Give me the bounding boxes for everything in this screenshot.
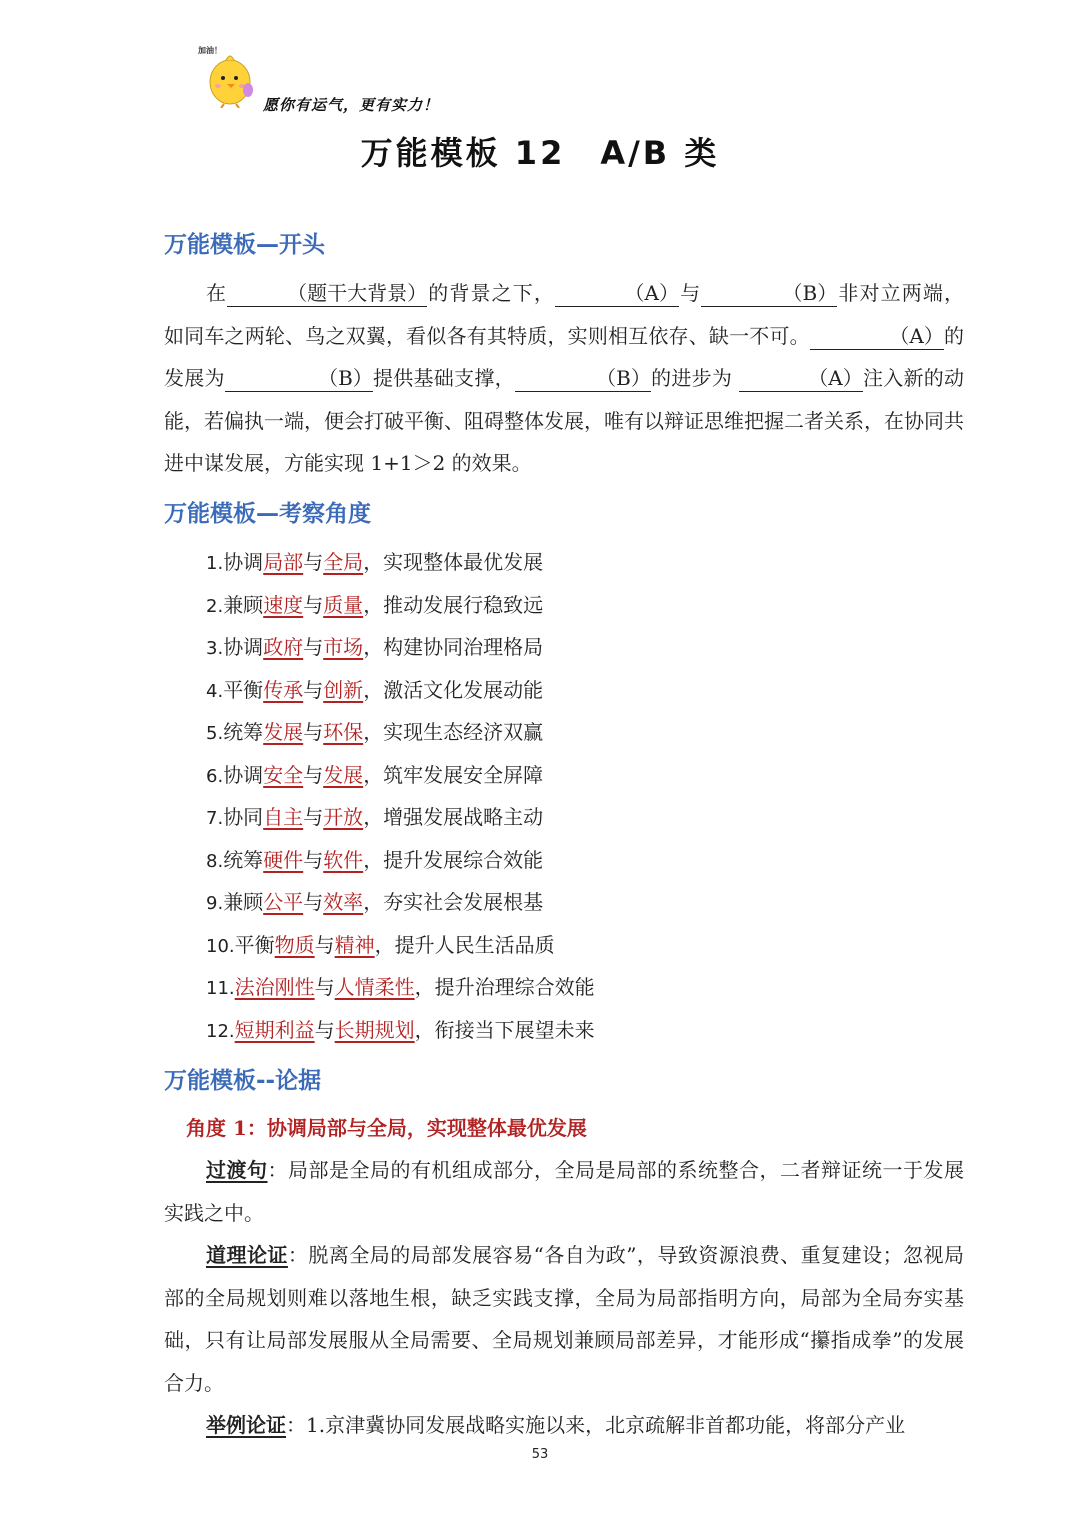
angle-number: 7. xyxy=(206,808,224,829)
angle-verb: 平衡 xyxy=(234,932,275,957)
blank-a: （A） xyxy=(739,365,863,392)
angle-term-b: 长期规划 xyxy=(334,1017,415,1042)
angle-item xyxy=(206,881,595,924)
mascot-label: 加油！ xyxy=(198,46,222,55)
angle-term-a: 法治刚性 xyxy=(234,975,315,999)
angle-goal: ，筑牢发展安全屏障 xyxy=(363,762,544,787)
section-heading-opening: 万能模板—开头 xyxy=(164,232,325,258)
angle-term-a: 短期利益 xyxy=(234,1017,315,1042)
angle-number: 2. xyxy=(206,595,224,617)
angle-connector: 与 xyxy=(303,635,324,659)
angle-list xyxy=(206,541,595,1051)
angle-connector: 与 xyxy=(303,890,324,914)
angle-verb: 统筹 xyxy=(223,847,264,872)
angle-term-b: 开放 xyxy=(323,805,364,829)
angle-connector: 与 xyxy=(303,762,324,787)
angle-goal: ，提升发展综合效能 xyxy=(363,847,544,872)
motto: 愿你有运气，更有实力！ xyxy=(263,96,440,114)
angle-number: 5. xyxy=(206,723,224,744)
transition-label: 过渡句 xyxy=(206,1158,268,1182)
angle-goal: ，提升治理综合效能 xyxy=(414,975,595,999)
angle-connector: 与 xyxy=(314,975,335,999)
angle-term-a: 速度 xyxy=(263,592,304,617)
blank-b: （B） xyxy=(225,365,373,392)
opening-paragraph: 在 （题干大背景）的背景之下， （A）与 （B）非对立两端，如同车之两轮、鸟之双翼，看似各有其特质，实则相互依存、缺一不可。 （A）的发展为 （B）提供基础支撑， （B）的进步为 （A）注入新的动能，若偏执一端，便会打破平衡、阻碍整体发展，唯有以辩证思维把握二者关系，在协同共进中谋发展，方能实现 1+1＞2 的效果。 xyxy=(164,281,965,475)
angle-term-a: 自主 xyxy=(263,805,304,829)
angle-verb: 协调 xyxy=(223,762,264,787)
angle-number: 12. xyxy=(206,1020,235,1042)
angle-verb: 协调 xyxy=(223,635,264,659)
angle-item xyxy=(206,924,595,967)
angle-connector: 与 xyxy=(303,847,324,872)
blank-b: （B） xyxy=(701,280,837,307)
angle-item xyxy=(206,669,595,712)
angle-verb: 兼顾 xyxy=(223,592,264,617)
angle-verb: 兼顾 xyxy=(223,890,264,914)
chick-mascot-icon xyxy=(196,42,266,108)
example-paragraph: 举例论证：1.京津冀协同发展战略实施以来，北京疏解非首都功能，将部分产业 xyxy=(206,1413,906,1437)
angle-item xyxy=(206,796,595,839)
angle-connector: 与 xyxy=(303,805,324,829)
angle-number: 11. xyxy=(206,978,235,999)
angle-verb: 协同 xyxy=(223,805,264,829)
angle-goal: ，衔接当下展望未来 xyxy=(414,1017,595,1042)
angle-goal: ，激活文化发展动能 xyxy=(363,677,544,702)
angle-number: 4. xyxy=(206,680,224,702)
reasoning-label: 道理论证 xyxy=(206,1243,288,1267)
angle-term-a: 发展 xyxy=(263,720,304,744)
angle-item xyxy=(206,839,595,882)
angle-term-a: 传承 xyxy=(263,677,304,702)
angle-number: 10. xyxy=(206,935,235,957)
angle-goal: ，提升人民生活品质 xyxy=(374,932,555,957)
angle-term-b: 质量 xyxy=(323,592,364,617)
angle-term-b: 创新 xyxy=(323,677,364,702)
angle-term-a: 公平 xyxy=(263,890,304,914)
angle-number: 6. xyxy=(206,765,224,787)
angle-number: 8. xyxy=(206,850,224,872)
angle-verb: 平衡 xyxy=(223,677,264,702)
angle-term-a: 局部 xyxy=(263,550,304,574)
transition-paragraph: 过渡句：局部是全局的有机组成部分，全局是局部的系统整合，二者辩证统一于发展实践之中。 xyxy=(164,1158,964,1225)
angle-connector: 与 xyxy=(314,1017,335,1042)
blank-a: （A） xyxy=(810,323,944,350)
blank-background: （题干大背景） xyxy=(227,280,427,307)
angle-term-b: 全局 xyxy=(323,550,364,574)
angle-item xyxy=(206,1009,595,1052)
angle-goal: ，增强发展战略主动 xyxy=(363,805,544,829)
angle-term-b: 软件 xyxy=(323,847,364,872)
angle-term-b: 发展 xyxy=(323,762,364,787)
angle-goal: ，实现整体最优发展 xyxy=(363,550,544,574)
blank-b: （B） xyxy=(515,365,651,392)
reasoning-paragraph: 道理论证：脱离全局的局部发展容易“各自为政”，导致资源浪费、重复建设；忽视局部的全局规划则难以落地生根，缺乏实践支撑，全局为局部指明方向，局部为全局夯实基础，只有让局部发展服从全局需要、全局规划兼顾局部差异，才能形成“攥指成拳”的发展合力。 xyxy=(164,1243,965,1395)
angle-item xyxy=(206,711,595,754)
example-label: 举例论证 xyxy=(206,1413,286,1437)
angle-connector: 与 xyxy=(303,720,324,744)
angle-term-a: 政府 xyxy=(263,635,304,659)
angle-connector: 与 xyxy=(314,932,335,957)
angle-term-b: 环保 xyxy=(323,720,364,744)
angle-connector: 与 xyxy=(303,550,324,574)
section-heading-angles: 万能模板—考察角度 xyxy=(164,501,371,527)
angle-goal: ，推动发展行稳致远 xyxy=(363,592,544,617)
page-number: 53 xyxy=(531,1447,549,1462)
angle-number: 3. xyxy=(206,638,224,659)
angle-term-b: 效率 xyxy=(323,890,364,914)
angle-connector: 与 xyxy=(303,592,324,617)
blank-a: （A） xyxy=(555,280,679,307)
angle-goal: ，实现生态经济双赢 xyxy=(363,720,544,744)
angle-verb: 统筹 xyxy=(223,720,264,744)
angle-item xyxy=(206,626,595,669)
angle-term-a: 物质 xyxy=(274,932,315,957)
angle-term-a: 硬件 xyxy=(263,847,304,872)
section-heading-evidence: 万能模板--论据 xyxy=(164,1068,322,1094)
angle-goal: ，构建协同治理格局 xyxy=(363,635,544,659)
angle-number: 9. xyxy=(206,893,224,914)
angle-goal: ，夯实社会发展根基 xyxy=(363,890,544,914)
angle-term-b: 精神 xyxy=(334,932,375,957)
angle-verb: 协调 xyxy=(223,550,264,574)
angle-item xyxy=(206,584,595,627)
angle-connector: 与 xyxy=(303,677,324,702)
angle-term-a: 安全 xyxy=(263,762,304,787)
angle-term-b: 市场 xyxy=(323,635,364,659)
angle-item xyxy=(206,541,595,584)
angle-term-b: 人情柔性 xyxy=(334,975,415,999)
angle-number: 1. xyxy=(206,553,224,574)
page-title: 万能模板 12 A/B 类 xyxy=(360,134,720,172)
angle-title: 角度 1：协调局部与全局，实现整体最优发展 xyxy=(186,1116,587,1140)
angle-item xyxy=(206,966,595,1009)
angle-item xyxy=(206,754,595,797)
